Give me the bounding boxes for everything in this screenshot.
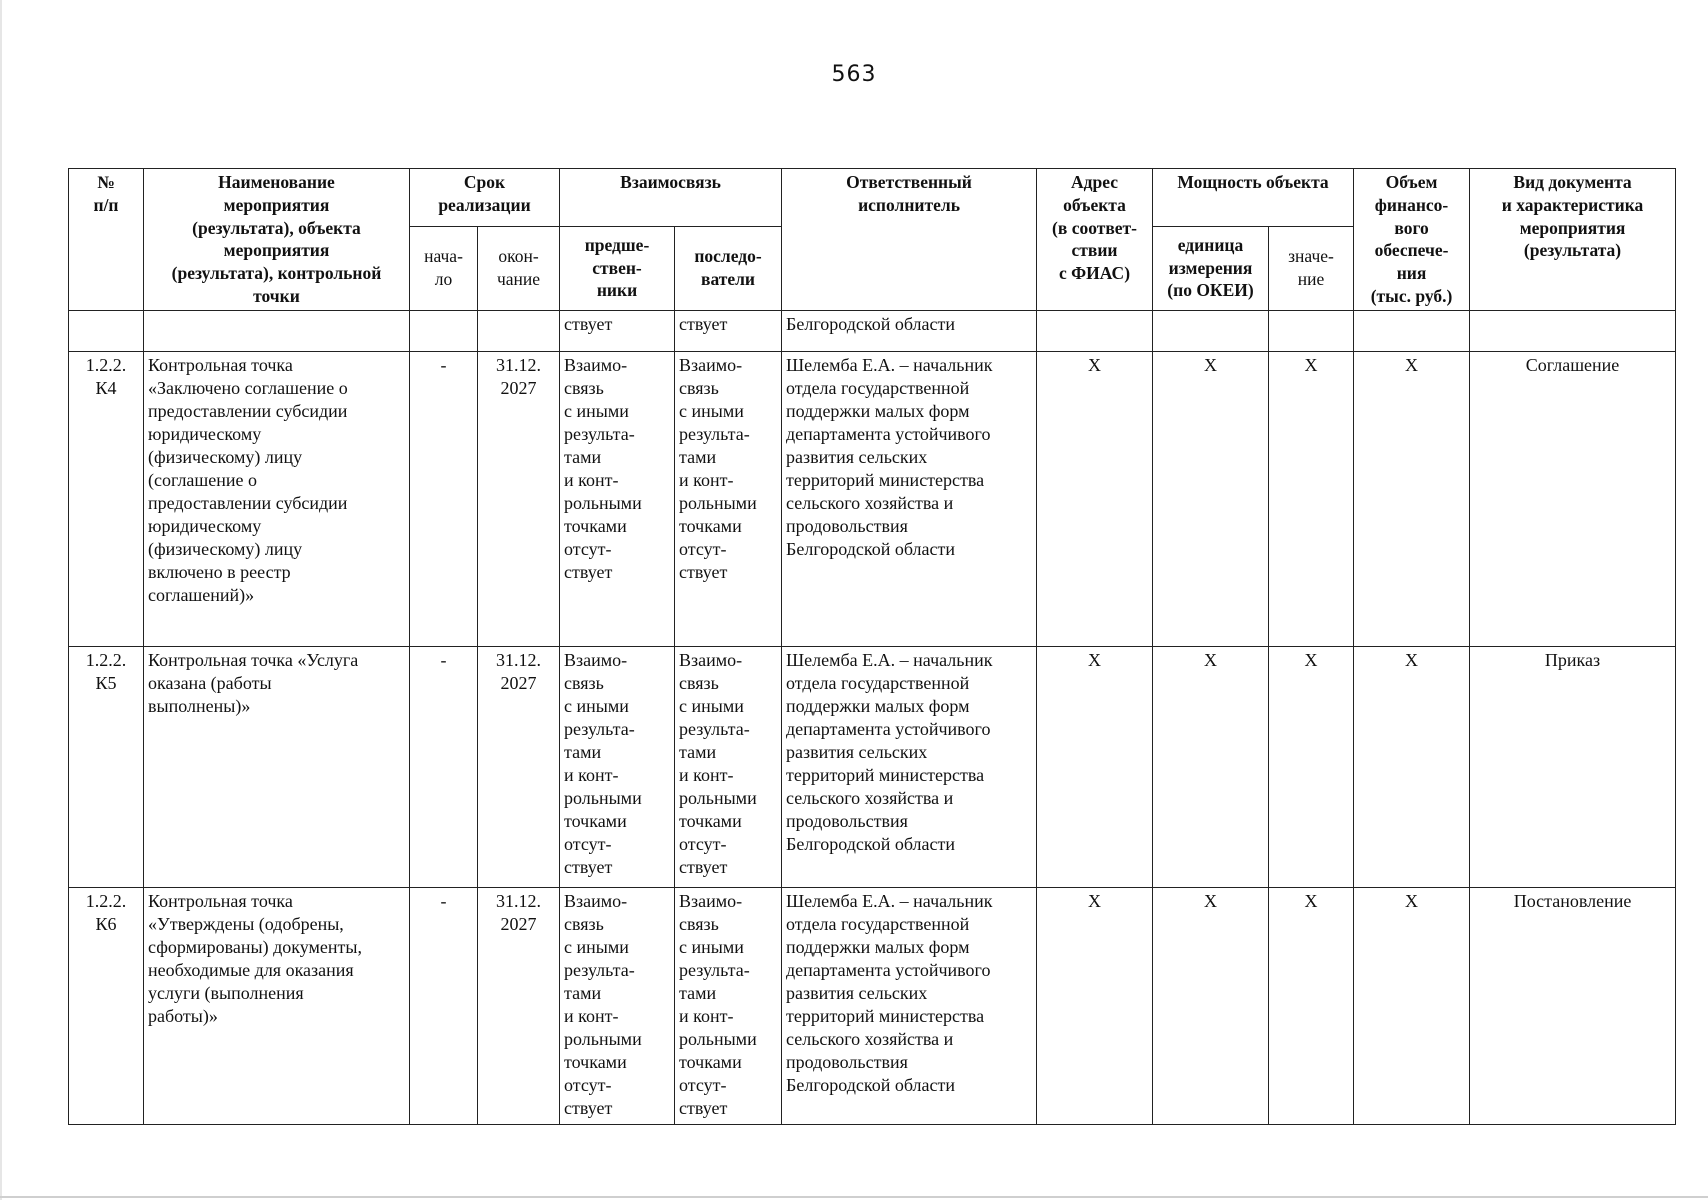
cell-next: Взаимо- связь с иными результа- тами и конт- рольными точками отсут- ствует: [675, 646, 782, 887]
header-num: № п/п: [69, 169, 144, 311]
cell-empty: [478, 310, 560, 351]
cell-end: 31.12. 2027: [478, 646, 560, 887]
cell-prev: Взаимо- связь с иными результа- тами и конт- рольными точками отсут- ствует: [560, 351, 675, 646]
cell-value: X: [1269, 351, 1354, 646]
cell-next: Взаимо- связь с иными результа- тами и конт- рольными точками отсут- ствует: [675, 887, 782, 1124]
cell-empty: [144, 310, 410, 351]
table-row-k5: [69, 646, 1676, 887]
cell-prev: Взаимо- связь с иными результа- тами и конт- рольными точками отсут- ствует: [560, 887, 675, 1124]
cell-doc: Постановление: [1470, 887, 1676, 1124]
cell-responsible: Белгородской области: [782, 310, 1037, 351]
cell-unit: X: [1153, 351, 1269, 646]
table-row-carryover: [69, 310, 1676, 351]
cell-next: Взаимо- связь с иными результа- тами и конт- рольными точками отсут- ствует: [675, 351, 782, 646]
header-relation-prev: предше- ствен- ники: [560, 226, 675, 310]
cell-name: Контрольная точка «Утверждены (одобрены, сформированы) документы, необходимые для оказания услуги (выполнения работы)»: [144, 887, 410, 1124]
cell-empty: [1037, 310, 1153, 351]
cell-value: X: [1269, 887, 1354, 1124]
header-capacity-value: значе- ние: [1269, 226, 1354, 310]
cell-empty: [1269, 310, 1354, 351]
table-header: [69, 169, 1676, 311]
cell-next: ствует: [675, 310, 782, 351]
cell-num: 1.2.2. К6: [69, 887, 144, 1124]
table-row-k4: [69, 351, 1676, 646]
cell-unit: X: [1153, 887, 1269, 1124]
scan-edge-shadow: [0, 0, 2, 1200]
cell-empty: [1354, 310, 1470, 351]
cell-value: X: [1269, 646, 1354, 887]
table-row-k6: [69, 887, 1676, 1124]
cell-funding: X: [1354, 351, 1470, 646]
header-doc-type: Вид документа и характеристика мероприятия (результата): [1470, 169, 1676, 311]
cell-start: -: [410, 646, 478, 887]
cell-prev: Взаимо- связь с иными результа- тами и конт- рольными точками отсут- ствует: [560, 646, 675, 887]
cell-start: -: [410, 351, 478, 646]
cell-empty: [1153, 310, 1269, 351]
plan-table: [68, 168, 1676, 1125]
cell-prev: ствует: [560, 310, 675, 351]
header-term: Срок реализации: [410, 169, 560, 227]
cell-responsible: Шелемба Е.А. – начальник отдела государственной поддержки малых форм департамента устойчивого развития сельских территорий министерства сельского хозяйства и продовольствия Белгородской области: [782, 646, 1037, 887]
scan-bottom-line: [0, 1196, 1708, 1198]
header-funding: Объем финансо- вого обеспече- ния (тыс. руб.): [1354, 169, 1470, 311]
cell-start: -: [410, 887, 478, 1124]
table-body: [69, 310, 1676, 1124]
cell-funding: X: [1354, 646, 1470, 887]
header-term-end: окон- чание: [478, 226, 560, 310]
cell-empty: [410, 310, 478, 351]
cell-address: X: [1037, 351, 1153, 646]
cell-name: Контрольная точка «Услуга оказана (работы выполнены)»: [144, 646, 410, 887]
cell-address: X: [1037, 646, 1153, 887]
header-capacity: Мощность объекта: [1153, 169, 1354, 227]
cell-empty: [1470, 310, 1676, 351]
cell-empty: [69, 310, 144, 351]
header-name: Наименование мероприятия (результата), объекта мероприятия (результата), контрольной точки: [144, 169, 410, 311]
cell-responsible: Шелемба Е.А. – начальник отдела государственной поддержки малых форм департамента устойчивого развития сельских территорий министерства сельского хозяйства и продовольствия Белгородской области: [782, 351, 1037, 646]
cell-doc: Приказ: [1470, 646, 1676, 887]
header-address: Адрес объекта (в соответ- ствии с ФИАС): [1037, 169, 1153, 311]
cell-funding: X: [1354, 887, 1470, 1124]
page-number: 563: [831, 62, 877, 87]
header-row-1: [69, 169, 1676, 227]
cell-num: 1.2.2. К5: [69, 646, 144, 887]
cell-responsible: Шелемба Е.А. – начальник отдела государственной поддержки малых форм департамента устойчивого развития сельских территорий министерства сельского хозяйства и продовольствия Белгородской области: [782, 887, 1037, 1124]
header-capacity-unit: единица измерения (по ОКЕИ): [1153, 226, 1269, 310]
header-responsible: Ответственный исполнитель: [782, 169, 1037, 311]
header-relation-next: последо- ватели: [675, 226, 782, 310]
cell-end: 31.12. 2027: [478, 351, 560, 646]
cell-address: X: [1037, 887, 1153, 1124]
header-relation: Взаимосвязь: [560, 169, 782, 227]
cell-end: 31.12. 2027: [478, 887, 560, 1124]
cell-doc: Соглашение: [1470, 351, 1676, 646]
cell-num: 1.2.2. К4: [69, 351, 144, 646]
cell-unit: X: [1153, 646, 1269, 887]
cell-name: Контрольная точка «Заключено соглашение о предоставлении субсидии юридическому (физическому) лицу (соглашение о предоставлении субсидии юридическому (физическому) лицу включено в реестр соглашений)»: [144, 351, 410, 646]
header-term-start: нача- ло: [410, 226, 478, 310]
